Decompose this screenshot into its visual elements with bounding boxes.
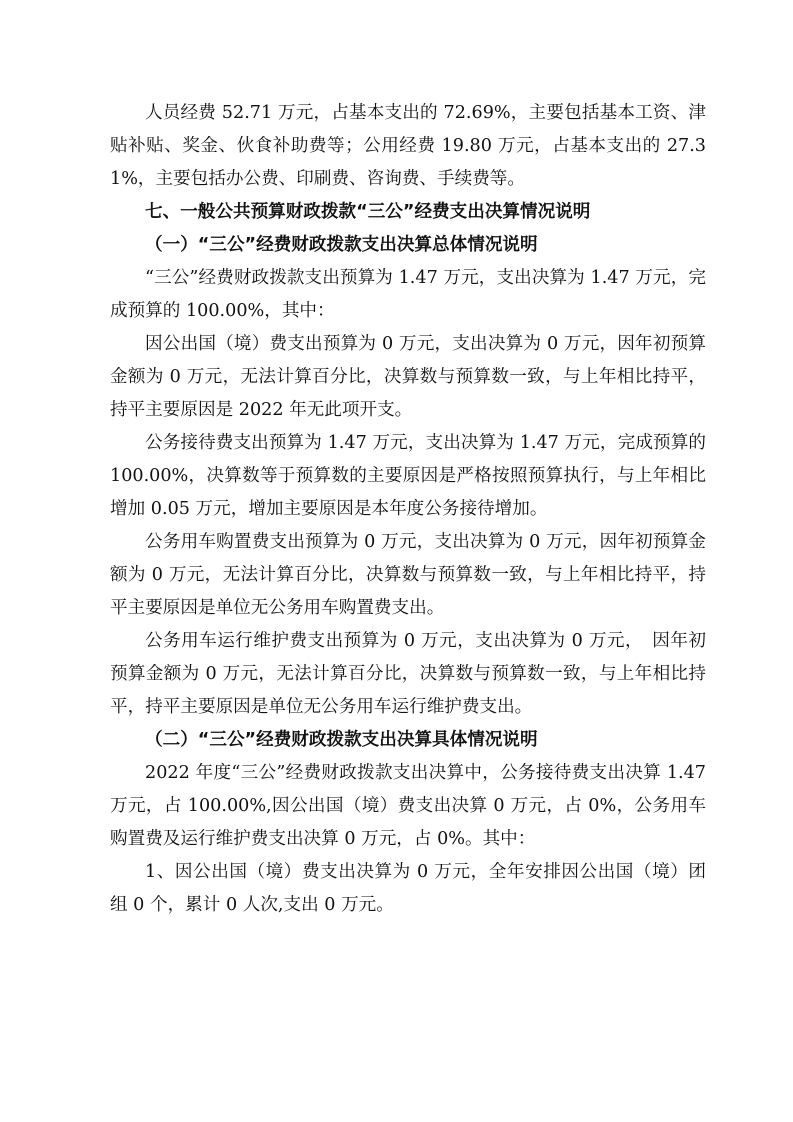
- paragraph-official-reception: 公务接待费支出预算为 1.47 万元，支出决算为 1.47 万元，完成预算的 100.00%，决算数等于预算数的主要原因是严格按照预算执行，与上年相比增加 0.05 万元，增加主要原因是本年度公务接待增加。: [110, 433, 706, 519]
- paragraph-three-public-total: “三公”经费财政拨款支出预算为 1.47 万元，支出决算为 1.47 万元，完成预算的 100.00%，其中：: [110, 268, 706, 321]
- paragraph-overseas-detail: 1、因公出国（境）费支出决算为 0 万元，全年安排因公出国（境）团组 0 个，累计 0 人次,支出 0 万元。: [110, 862, 706, 915]
- subsection-heading-one: （一）“三公”经费财政拨款支出决算总体情况说明: [145, 235, 538, 255]
- subsection-heading-two: （二）“三公”经费财政拨款支出决算具体情况说明: [145, 730, 538, 750]
- section-heading-seven: 七、一般公共预算财政拨款“三公”经费支出决算情况说明: [145, 202, 591, 222]
- paragraph-overseas-travel: 因公出国（境）费支出预算为 0 万元，支出决算为 0 万元，因年初预算金额为 0 万元，无法计算百分比，决算数与预算数一致，与上年相比持平，持平主要原因是 2022 年无此项开支。: [110, 334, 706, 420]
- document-page: [110, 97, 706, 922]
- paragraph-detail-summary: 2022 年度“三公”经费财政拨款支出决算中，公务接待费支出决算 1.47 万元，占 100.00%,因公出国（境）费支出决算 0 万元，占 0%，公务用车购置费及运行维护费支出决算 0 万元，占 0%。其中：: [110, 763, 706, 849]
- paragraph-vehicle-maintenance: 公务用车运行维护费支出预算为 0 万元，支出决算为 0 万元， 因年初预算金额为 0 万元，无法计算百分比，决算数与预算数一致，与上年相比持平，持平主要原因是单位无公务用车运行维护费支出。: [110, 631, 706, 717]
- paragraph-vehicle-purchase: 公务用车购置费支出预算为 0 万元，支出决算为 0 万元，因年初预算金额为 0 万元，无法计算百分比，决算数与预算数一致，与上年相比持平，持平主要原因是单位无公务用车购置费支出。: [110, 532, 706, 618]
- paragraph-personnel-expenses: 人员经费 52.71 万元，占基本支出的 72.69%，主要包括基本工资、津贴补贴、奖金、伙食补助费等；公用经费 19.80 万元，占基本支出的 27.31%，主要包括办公费、印刷费、咨询费、手续费等。: [110, 103, 706, 189]
